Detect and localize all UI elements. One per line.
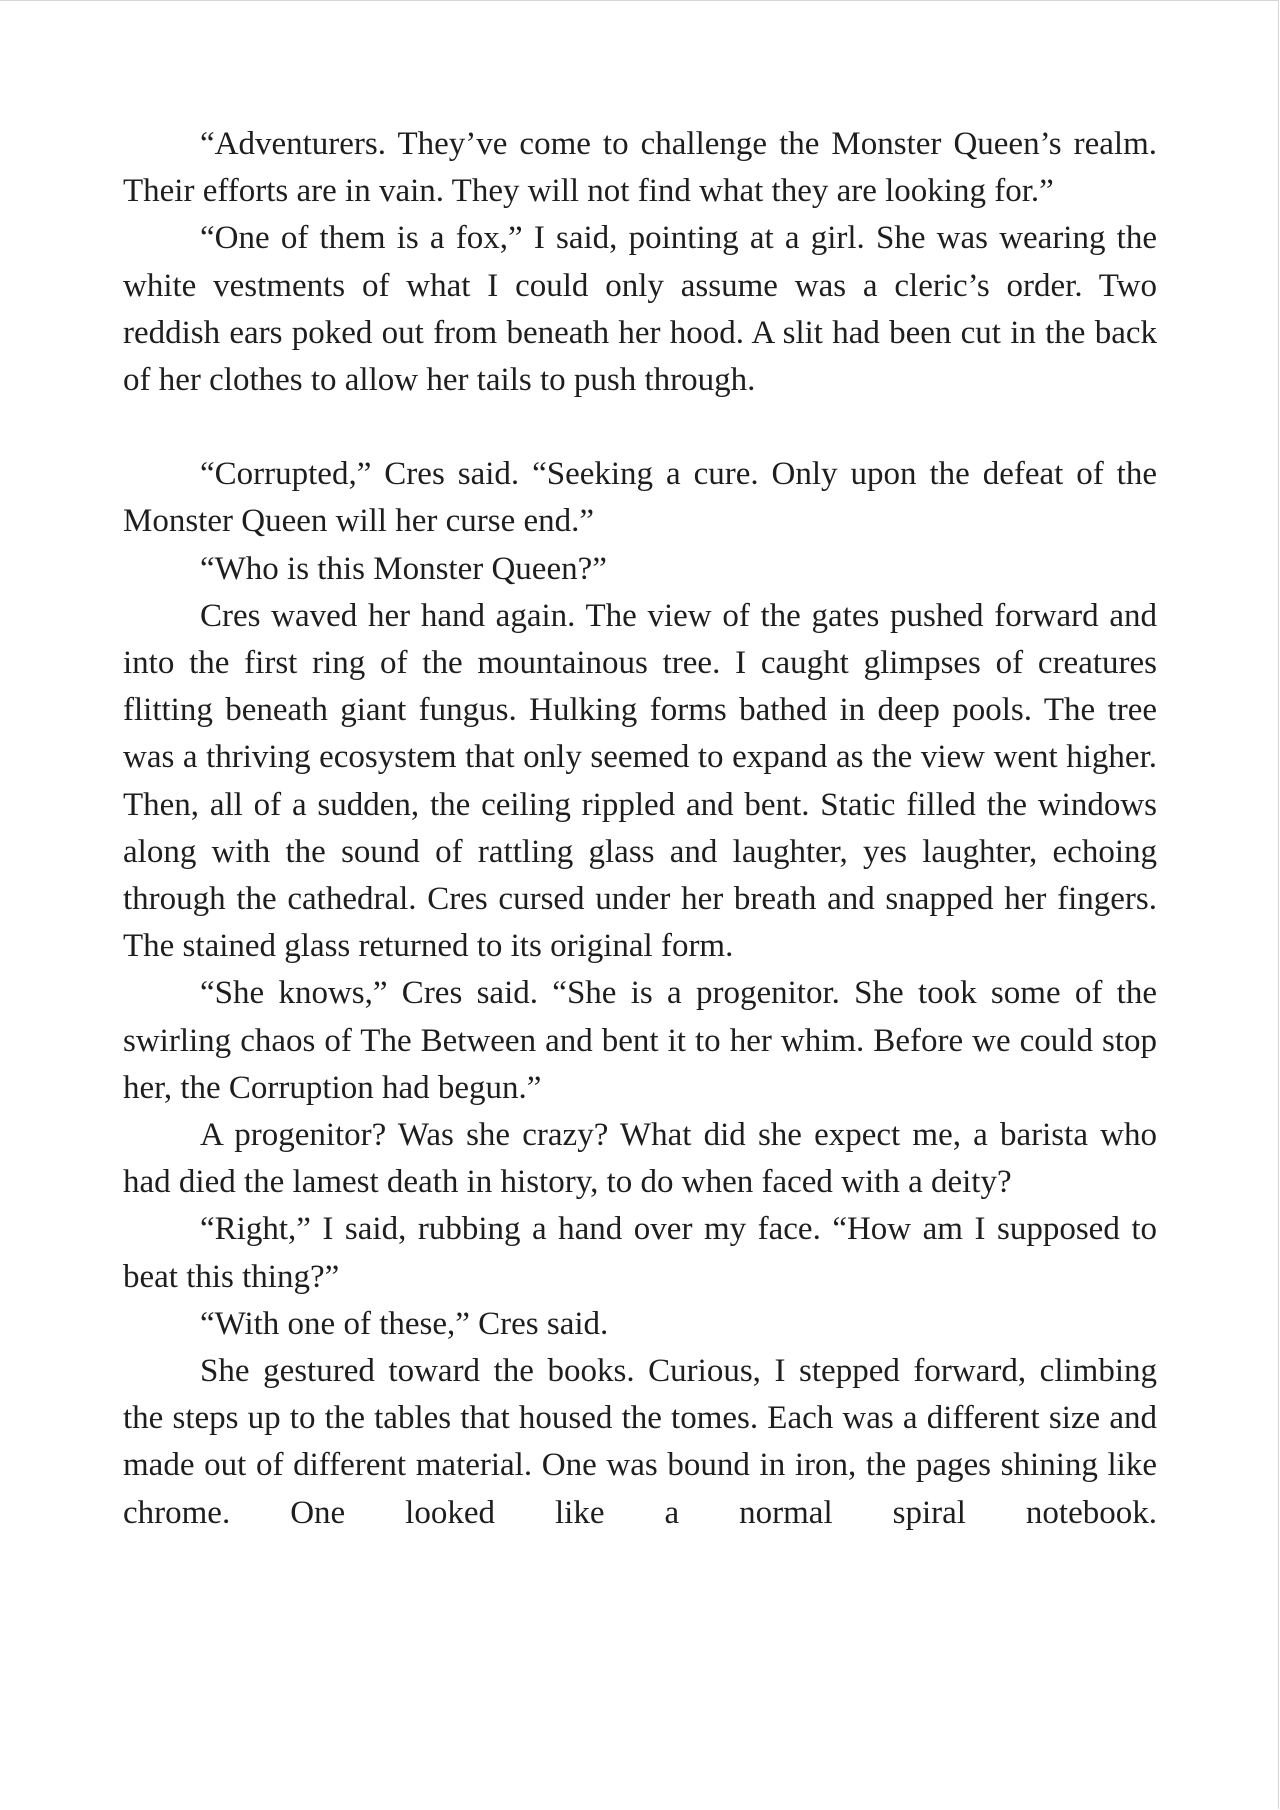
paragraph-who-is-queen: “Who is this Monster Queen?” (200, 550, 607, 587)
body-text (123, 121, 1157, 1537)
paragraph-with-one: “With one of these,” Cres said. (200, 1305, 609, 1342)
paragraph-gestured: She gestured toward the books. Curious, I stepped forward, climbing the steps up to the tables that housed the tomes. Each was a different size and made out of different material. One was bound in iron, the pages shining like chrome. One looked like a normal spiral notebook. (123, 1353, 1157, 1531)
paragraph-right: “Right,” I said, rubbing a hand over my face. “How am I supposed to beat this thing?” (123, 1211, 1157, 1295)
paragraph-adventurers: “Adventurers. They’ve come to challenge the Monster Queen’s realm. Their efforts are in vain. They will not find what they are looking for.” (123, 126, 1157, 210)
paragraph-cres-waved: Cres waved her hand again. The view of the gates pushed forward and into the first ring of the mountainous tree. I caught glimpses of creatures flitting beneath giant fungus. Hulking forms bathed in deep pools. The tree was a thriving ecosystem that only seemed to expand as the view went higher. Then, all of a sudden, the ceiling rippled and bent. Static filled the windows along with the sound of rattling glass and laughter, yes laughter, echoing through the cathedral. Cres cursed under her breath and snapped her fingers. The stained glass returned to its original form. (123, 597, 1157, 965)
paragraph-she-knows: “She knows,” Cres said. “She is a progenitor. She took some of the swirling chaos of The Between and bent it to her whim. Before we could stop her, the Corruption had begun.” (123, 975, 1157, 1106)
paragraph-fox: “One of them is a fox,” I said, pointing at a girl. She was wearing the white vestments of what I could only assume was a cleric’s order. Two reddish ears poked out from beneath her hood. A slit had been cut in the back of her clothes to allow her tails to push through. (123, 220, 1157, 399)
paragraph-corrupted: “Corrupted,” Cres said. “Seeking a cure. Only upon the defeat of the Monster Queen will her curse end.” (123, 456, 1157, 540)
section-break (123, 404, 1157, 451)
paragraph-progenitor: A progenitor? Was she crazy? What did she expect me, a barista who had died the lamest death in history, to do when faced with a deity? (123, 1117, 1157, 1201)
